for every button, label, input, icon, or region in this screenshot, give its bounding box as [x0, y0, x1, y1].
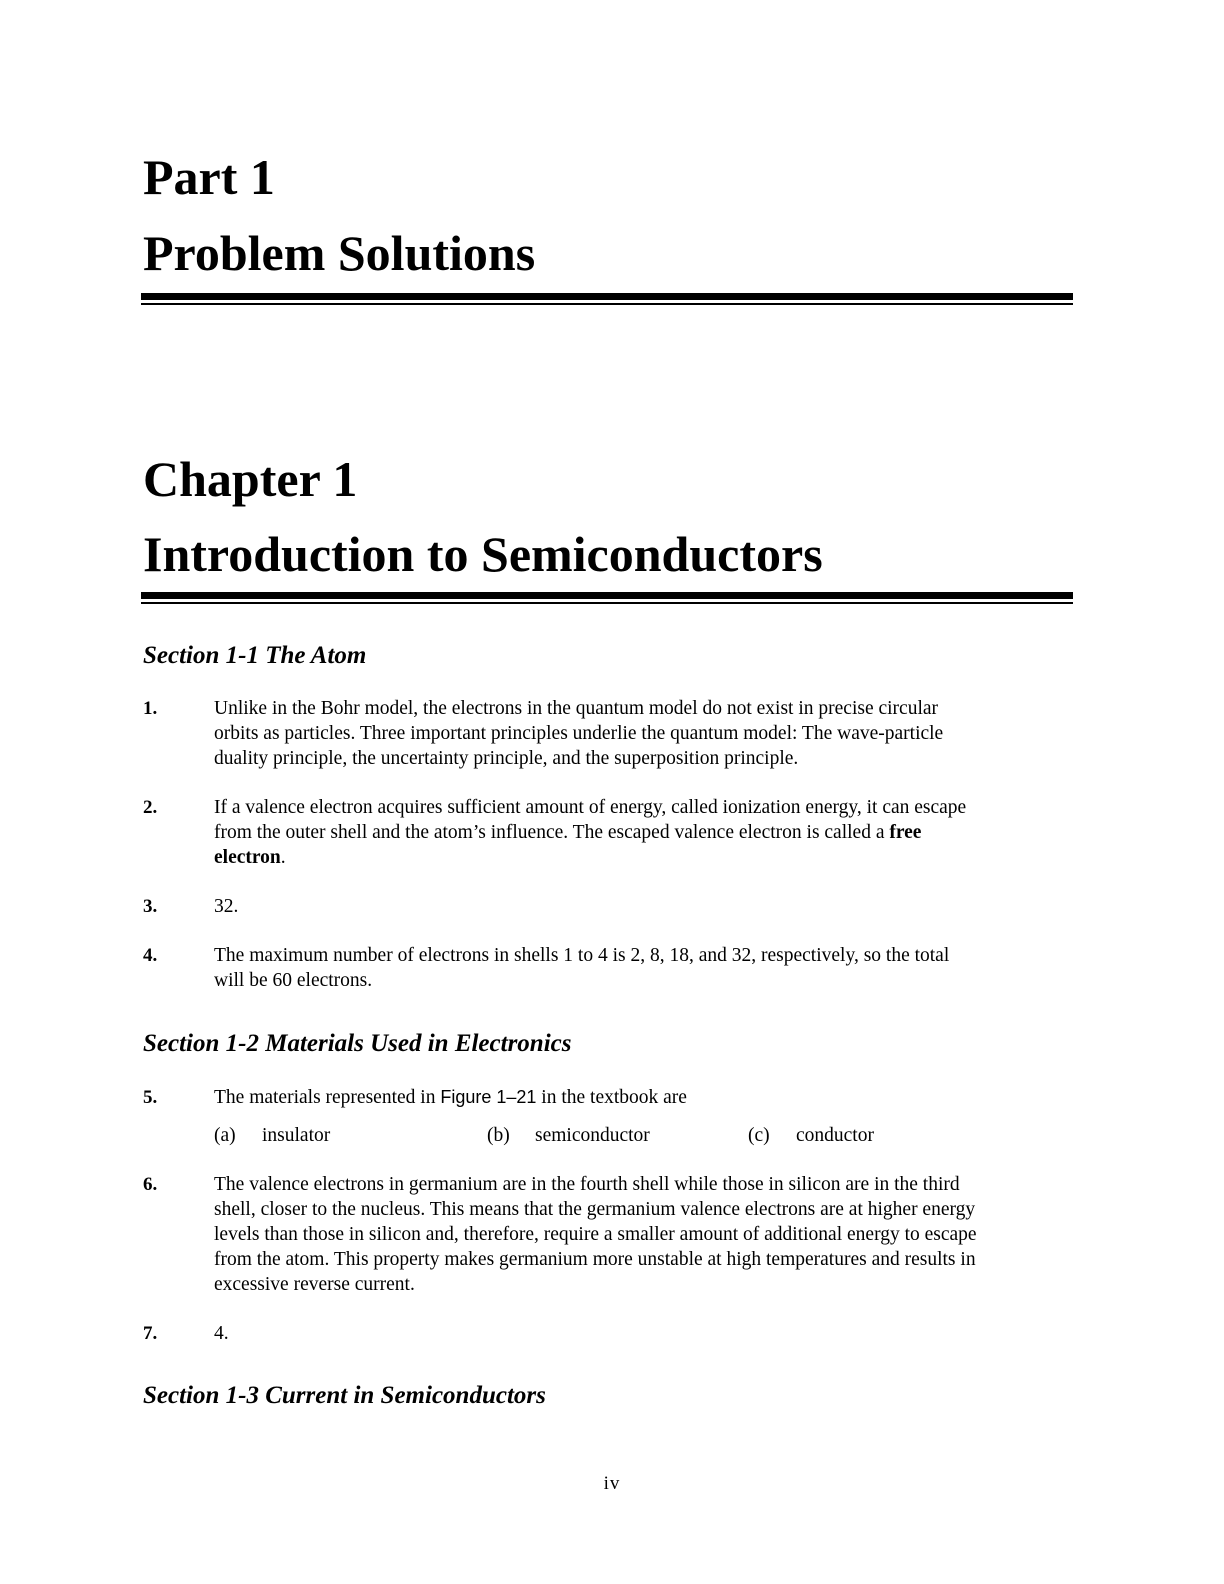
- problem-4-line: will be 60 electrons.: [214, 970, 373, 991]
- chapter-rule-thin: [141, 602, 1073, 604]
- figure-reference: Figure 1–21: [440, 1087, 537, 1107]
- problem-text-1: [214, 696, 1074, 771]
- part-title: Problem Solutions: [143, 225, 536, 281]
- chapter-title: Introduction to Semiconductors: [143, 526, 823, 582]
- problem-5-text-after: in the textbook are: [536, 1087, 687, 1108]
- problem-2-line3-end: .: [280, 847, 286, 868]
- problem-4-line: The maximum number of electrons in shells 1 to 4 is 2, 8, 18, and 32, respectively, so the total: [214, 945, 950, 966]
- term-free: free: [889, 822, 922, 843]
- problem-6-line: excessive reverse current.: [214, 1274, 415, 1295]
- problem-6-line: from the atom. This property makes germanium more unstable at high temperatures and results in: [214, 1249, 976, 1270]
- problem-number-1: 1.: [143, 698, 158, 719]
- problem-2-line: If a valence electron acquires sufficient amount of energy, called ionization energy, it can escape: [214, 797, 967, 818]
- section-heading-1-3: Section 1-3 Current in Semiconductors: [143, 1382, 546, 1409]
- option-a-label: (a): [214, 1125, 236, 1146]
- problem-text-7: 4.: [214, 1323, 229, 1344]
- problem-6-line: levels than those in silicon and, therefore, require a smaller amount of additional energy to escape: [214, 1224, 977, 1245]
- problem-1-line: Unlike in the Bohr model, the electrons in the quantum model do not exist in precise circular: [214, 698, 939, 719]
- problem-number-2: 2.: [143, 797, 158, 818]
- problem-6-line: shell, closer to the nucleus. This means that the germanium valence electrons are at higher energy: [214, 1199, 976, 1220]
- option-a-text: insulator: [262, 1125, 331, 1146]
- chapter-label: Chapter 1: [143, 451, 358, 507]
- section-heading-1-2: Section 1-2 Materials Used in Electronics: [143, 1030, 572, 1057]
- part-rule-thick: [141, 293, 1073, 300]
- option-c-label: (c): [748, 1125, 770, 1146]
- option-c-text: conductor: [796, 1125, 874, 1146]
- problem-text-4: [214, 943, 1074, 993]
- problem-number-5: 5.: [143, 1087, 158, 1108]
- term-electron: electron: [214, 847, 281, 868]
- problem-1-line: orbits as particles. Three important principles underlie the quantum model: The wave-particle: [214, 723, 944, 744]
- problem-6-line: The valence electrons in germanium are in the fourth shell while those in silicon are in the third: [214, 1174, 960, 1195]
- option-b-label: (b): [487, 1125, 510, 1146]
- problem-number-7: 7.: [143, 1323, 158, 1344]
- problem-number-3: 3.: [143, 896, 158, 917]
- problem-2-line2-text: from the outer shell and the atom’s influence. The escaped valence electron is called a: [214, 822, 890, 843]
- page-number: iv: [603, 1473, 621, 1494]
- problem-1-line: duality principle, the uncertainty principle, and the superposition principle.: [214, 748, 799, 769]
- part-rule-thin: [141, 303, 1073, 305]
- section-heading-1-1: Section 1-1 The Atom: [143, 642, 367, 669]
- problem-text-3: 32.: [214, 896, 239, 917]
- problem-5-line: [214, 1085, 1074, 1110]
- part-label: Part 1: [143, 149, 275, 205]
- problem-text-5: [214, 1085, 1074, 1110]
- problem-text-6: [214, 1172, 1074, 1297]
- problem-5-text-before: The materials represented in: [214, 1087, 441, 1108]
- chapter-rule-thick: [141, 592, 1073, 599]
- problem-2-line: [214, 845, 1074, 870]
- option-b-text: semiconductor: [535, 1125, 650, 1146]
- problem-number-4: 4.: [143, 945, 158, 966]
- problem-2-line: [214, 820, 1074, 845]
- problem-text-2: [214, 795, 1074, 870]
- problem-number-6: 6.: [143, 1174, 158, 1195]
